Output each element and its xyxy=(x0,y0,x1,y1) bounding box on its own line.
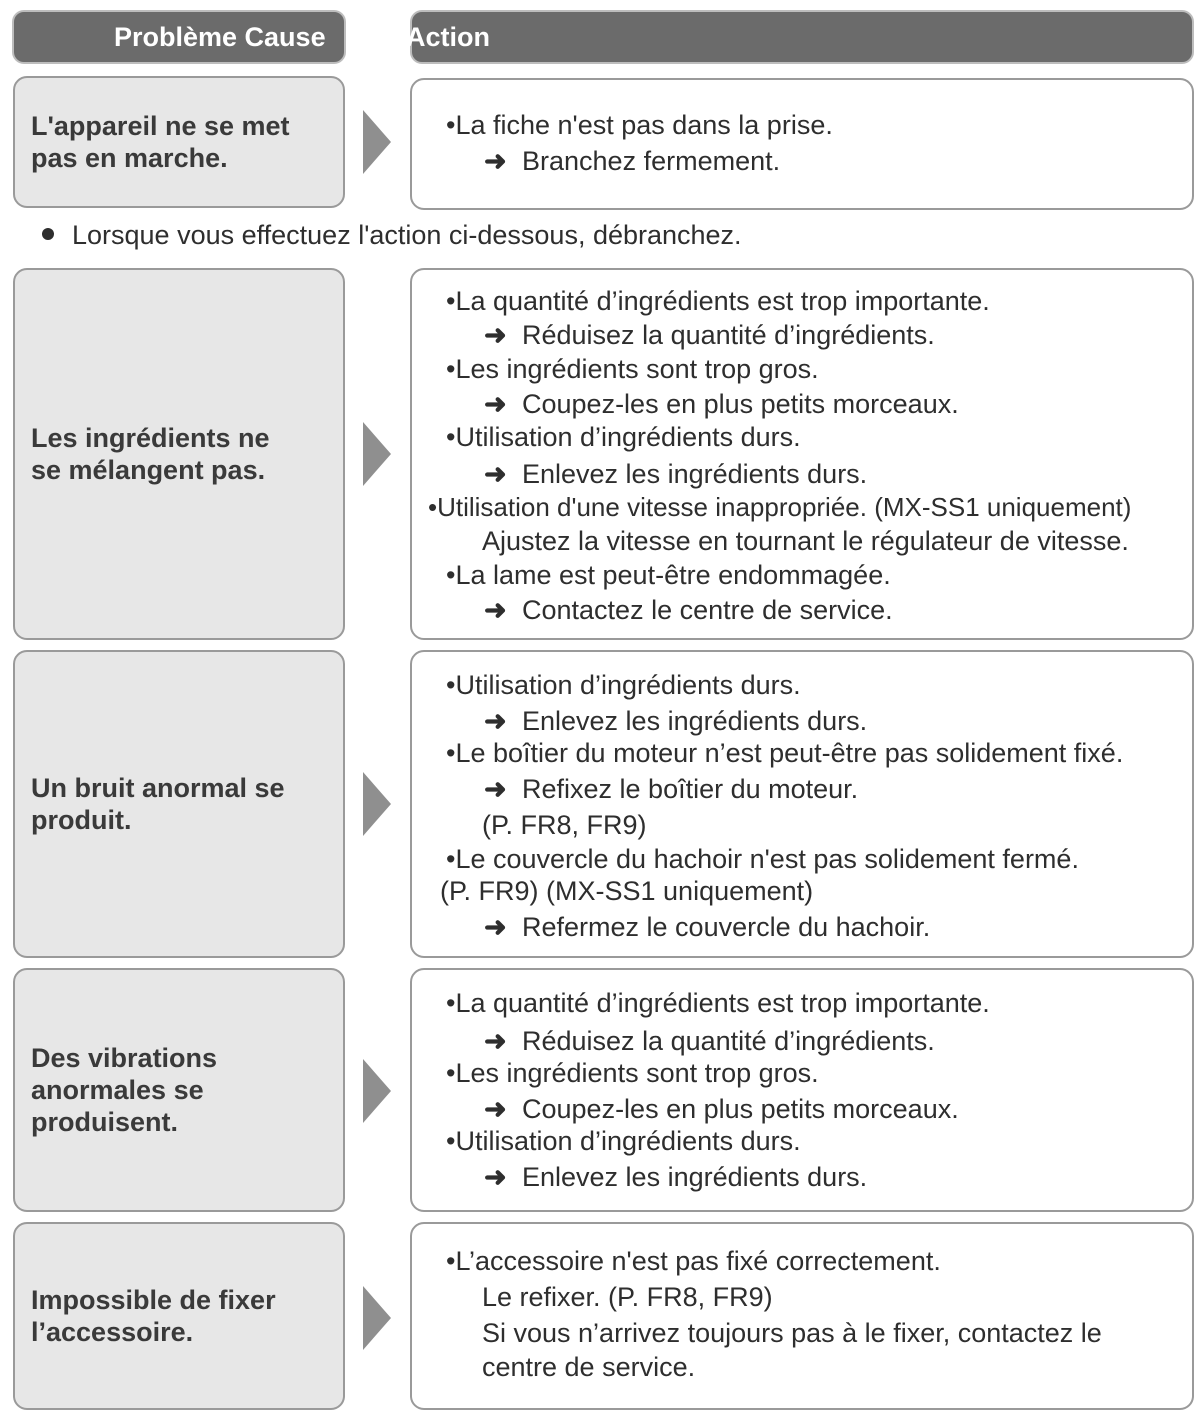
arrow-right-icon: ➜ xyxy=(484,146,507,176)
arrow-right-icon: ➜ xyxy=(484,1026,507,1056)
problem-text: L'appareil ne se met pas en marche. xyxy=(31,111,290,173)
action-line: •Utilisation d’ingrédients durs. xyxy=(446,1126,801,1156)
action-line: ➜ Coupez-les en plus petits morceaux. xyxy=(484,389,959,419)
chevron-right-icon xyxy=(363,772,391,836)
action-cell xyxy=(410,968,1194,1212)
action-line: centre de service. xyxy=(482,1352,696,1382)
action-line: ➜ Réduisez la quantité d’ingrédients. xyxy=(484,1026,935,1056)
problem-cell xyxy=(13,268,345,640)
action-line: ➜ Refermez le couvercle du hachoir. xyxy=(484,912,931,942)
action-line: Si vous n’arrivez toujours pas à le fixer, contactez le xyxy=(482,1318,1102,1348)
problem-cell xyxy=(13,650,345,958)
arrow-right-icon: ➜ xyxy=(484,595,507,625)
bullet-icon xyxy=(42,228,54,240)
action-line: ➜ Réduisez la quantité d’ingrédients. xyxy=(484,320,935,350)
action-line: •L’accessoire n'est pas fixé correctement. xyxy=(446,1246,941,1276)
action-line: ➜ Enlevez les ingrédients durs. xyxy=(484,459,868,489)
action-line: ➜ Branchez fermement. xyxy=(484,146,781,176)
action-line: •Utilisation d'une vitesse inappropriée. (MX-SS1 uniquement) xyxy=(428,492,1132,522)
arrow-right-icon: ➜ xyxy=(484,459,507,489)
action-line: •Utilisation d’ingrédients durs. xyxy=(446,670,801,700)
action-cell xyxy=(410,1222,1194,1410)
action-line: (P. FR8, FR9) xyxy=(482,810,647,840)
problem-text: Impossible de fixer l’accessoire. xyxy=(31,1285,276,1347)
arrow-right-icon: ➜ xyxy=(484,1162,507,1192)
header-problem-cause xyxy=(12,10,346,64)
chevron-right-icon xyxy=(363,422,391,486)
problem-cell xyxy=(13,76,345,208)
action-line: •Utilisation d’ingrédients durs. xyxy=(446,422,801,452)
problem-text: Un bruit anormal se produit. xyxy=(31,773,285,835)
action-line: •Les ingrédients sont trop gros. xyxy=(446,1058,819,1088)
arrow-right-icon: ➜ xyxy=(484,912,507,942)
arrow-right-icon: ➜ xyxy=(484,389,507,419)
chevron-right-icon xyxy=(363,1286,391,1350)
chevron-right-icon xyxy=(363,110,391,174)
header-left-label: Problème Cause xyxy=(114,22,326,52)
header-right-label: Action xyxy=(406,22,490,52)
action-line: (P. FR9) (MX-SS1 uniquement) xyxy=(440,876,814,906)
action-cell xyxy=(410,268,1194,640)
action-line: •La lame est peut-être endommagée. xyxy=(446,560,891,590)
action-line: Ajustez la vitesse en tournant le régulateur de vitesse. xyxy=(482,526,1129,556)
action-line: •Le couvercle du hachoir n'est pas solidement fermé. xyxy=(446,844,1079,874)
problem-text: Les ingrédients ne se mélangent pas. xyxy=(31,423,270,485)
action-line: ➜ Refixez le boîtier du moteur. xyxy=(484,774,859,804)
header-action xyxy=(406,10,1194,64)
action-cell xyxy=(410,650,1194,958)
action-line: •La quantité d’ingrédients est trop importante. xyxy=(446,988,990,1018)
action-line: •La fiche n'est pas dans la prise. xyxy=(446,110,833,140)
action-line: Le refixer. (P. FR8, FR9) xyxy=(482,1282,773,1312)
problem-cell xyxy=(13,1222,345,1410)
unplug-note: Lorsque vous effectuez l'action ci-dessous, débranchez. xyxy=(42,220,742,251)
action-line: ➜ Enlevez les ingrédients durs. xyxy=(484,1162,868,1192)
action-line: ➜ Coupez-les en plus petits morceaux. xyxy=(484,1094,959,1124)
action-line: •Le boîtier du moteur n’est peut-être pas solidement fixé. xyxy=(446,738,1124,768)
chevron-right-icon xyxy=(363,1059,391,1123)
action-line: ➜ Enlevez les ingrédients durs. xyxy=(484,706,868,736)
action-line: •Les ingrédients sont trop gros. xyxy=(446,354,819,384)
action-line: ➜ Contactez le centre de service. xyxy=(484,595,893,625)
arrow-right-icon: ➜ xyxy=(484,1094,507,1124)
action-line: •La quantité d’ingrédients est trop importante. xyxy=(446,286,990,316)
arrow-right-icon: ➜ xyxy=(484,706,507,736)
arrow-right-icon: ➜ xyxy=(484,774,507,804)
problem-text: Des vibrations anormales se produisent. xyxy=(31,1043,218,1137)
action-cell xyxy=(410,78,1194,210)
arrow-right-icon: ➜ xyxy=(484,320,507,350)
problem-cell xyxy=(13,968,345,1212)
